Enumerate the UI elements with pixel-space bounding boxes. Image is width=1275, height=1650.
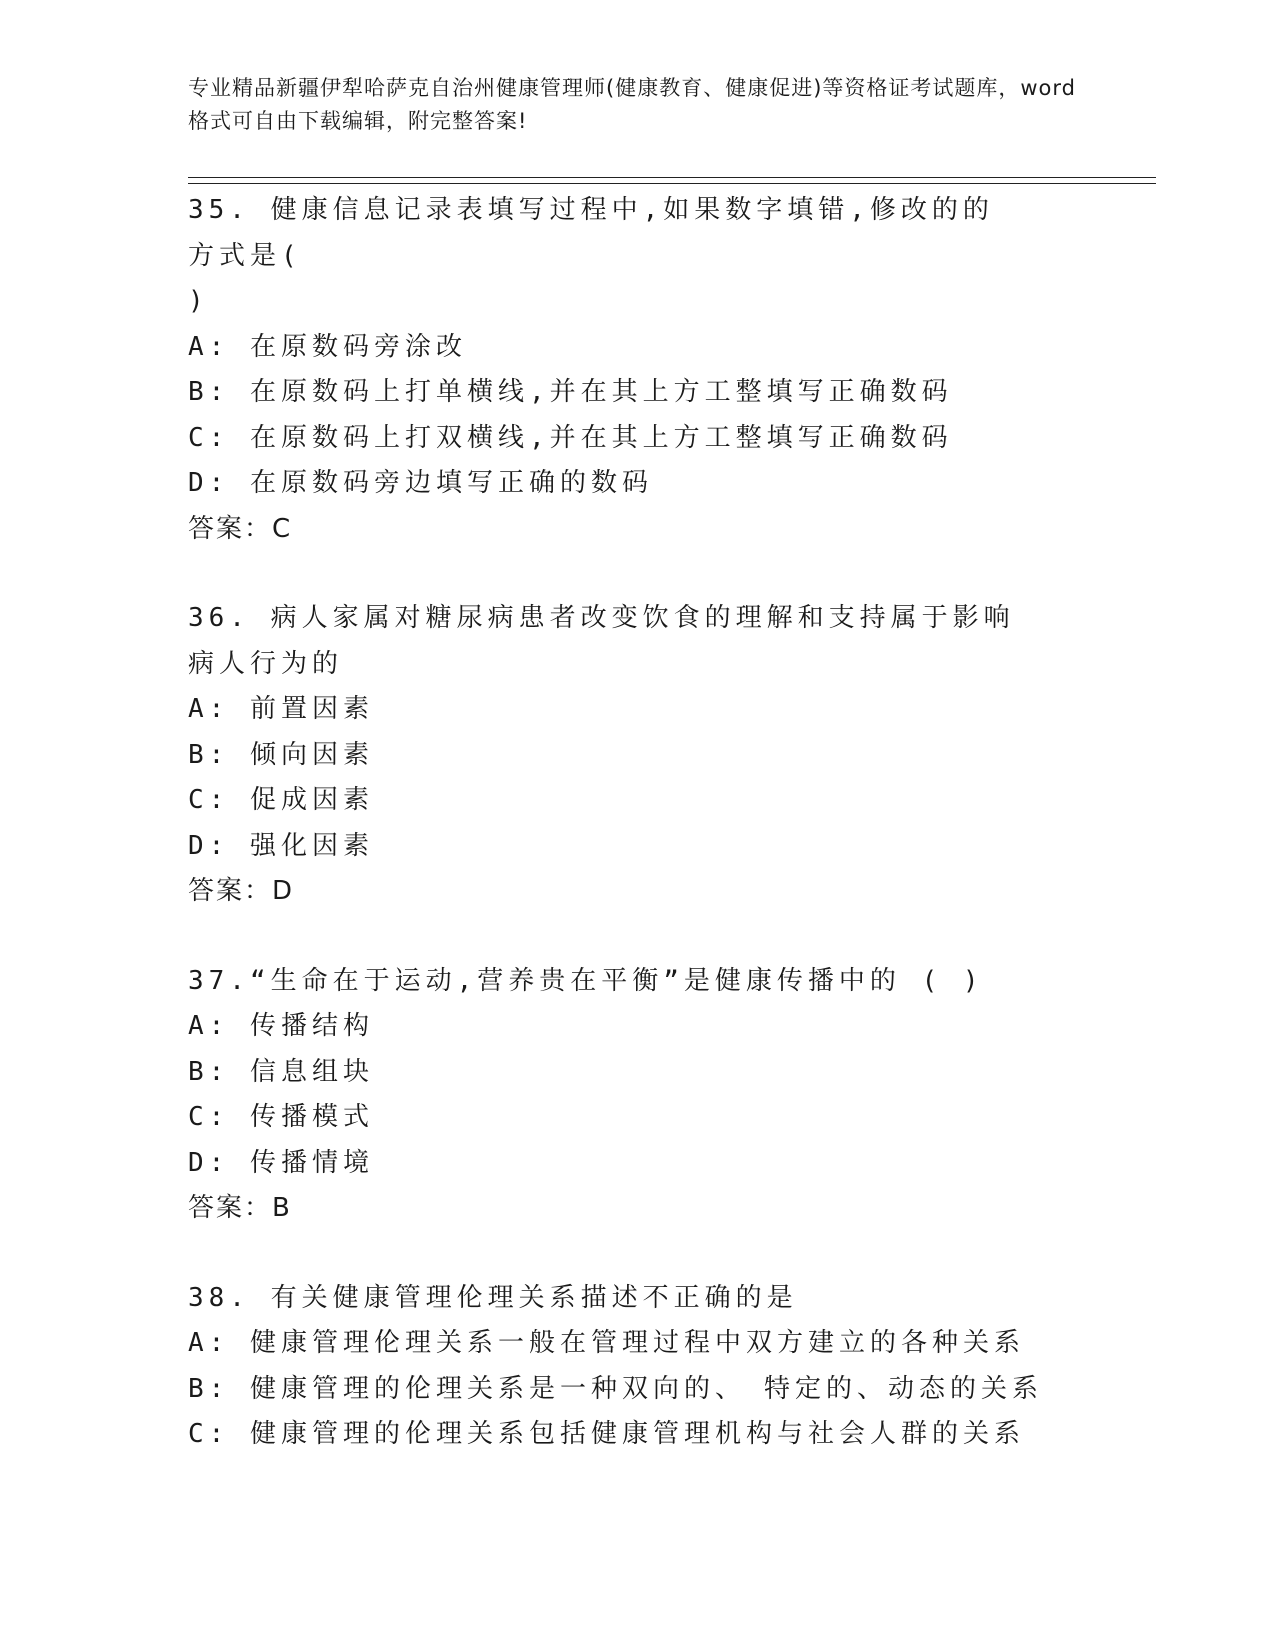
option-d: D: 强化因素 bbox=[188, 830, 374, 861]
question-38 bbox=[188, 1276, 1088, 1458]
question-36 bbox=[188, 596, 1088, 915]
question-stem: 38. 有关健康管理伦理关系描述不正确的是 bbox=[188, 1282, 798, 1313]
option-b: B: 在原数码上打单横线,并在其上方工整填写正确数码 bbox=[188, 377, 953, 407]
option-a: A: 传播结构 bbox=[188, 1011, 374, 1041]
document-header: 专业精品新疆伊犁哈萨克自治州健康管理师(健康教育、健康促进)等资格证考试题库，word 格式可自由下载编辑，附完整答案! bbox=[188, 76, 1077, 133]
option-b: B: 健康管理的伦理关系是一种双向的、 特定的、动态的关系 bbox=[188, 1373, 1043, 1404]
header-rule-bottom bbox=[188, 183, 1156, 184]
question-35 bbox=[188, 188, 1088, 552]
question-stem: 35. 健康信息记录表填写过程中,如果数字填错,修改的的方式是( ) bbox=[188, 195, 994, 316]
answer-label: 答案：D bbox=[188, 876, 295, 906]
option-b: B: 倾向因素 bbox=[188, 739, 374, 770]
question-list bbox=[188, 188, 1088, 1502]
question-stem: 37.“生命在于运动,营养贵在平衡”是健康传播中的 ( ) bbox=[188, 965, 984, 996]
option-c: C: 促成因素 bbox=[188, 785, 374, 815]
option-b: B: 信息组块 bbox=[188, 1056, 374, 1087]
option-d: D: 在原数码旁边填写正确的数码 bbox=[188, 468, 653, 498]
option-c: C: 传播模式 bbox=[188, 1102, 374, 1132]
question-37 bbox=[188, 959, 1088, 1232]
option-a: A: 在原数码旁涂改 bbox=[188, 331, 467, 362]
option-a: A: 前置因素 bbox=[188, 694, 374, 724]
option-a: A: 健康管理伦理关系一般在管理过程中双方建立的各种关系 bbox=[188, 1328, 1025, 1358]
option-c: C: 在原数码上打双横线,并在其上方工整填写正确数码 bbox=[188, 422, 953, 453]
header-rule-top bbox=[188, 177, 1156, 178]
question-stem: 36. 病人家属对糖尿病患者改变饮食的理解和支持属于影响病人行为的 bbox=[188, 603, 1015, 679]
answer-label: 答案：B bbox=[188, 1193, 292, 1223]
answer-label: 答案：C bbox=[188, 513, 293, 544]
option-d: D: 传播情境 bbox=[188, 1147, 374, 1178]
option-c: C: 健康管理的伦理关系包括健康管理机构与社会人群的关系 bbox=[188, 1419, 1025, 1449]
